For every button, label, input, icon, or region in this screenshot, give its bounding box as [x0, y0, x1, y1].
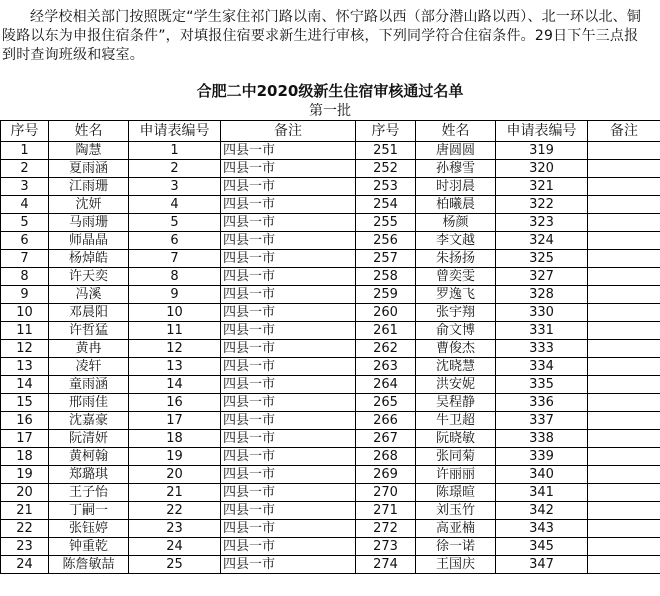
cell-index-2: 266	[356, 412, 416, 430]
cell-form-number: 3	[129, 178, 221, 196]
cell-remark: 四县一市	[221, 142, 356, 160]
cell-form-number-2: 319	[496, 142, 588, 160]
cell-form-number-2: 331	[496, 322, 588, 340]
cell-index: 2	[1, 160, 49, 178]
cell-index-2: 256	[356, 232, 416, 250]
cell-remark-2	[588, 520, 660, 538]
cell-name-2: 牛卫超	[416, 412, 496, 430]
cell-name-2: 李文越	[416, 232, 496, 250]
cell-index: 7	[1, 250, 49, 268]
cell-form-number: 5	[129, 214, 221, 232]
table-row	[1, 556, 660, 574]
table-row	[1, 520, 660, 538]
cell-remark-2	[588, 376, 660, 394]
cell-form-number: 19	[129, 448, 221, 466]
cell-form-number-2: 341	[496, 484, 588, 502]
header-form-number-2: 申请表编号	[496, 121, 588, 142]
cell-remark-2	[588, 394, 660, 412]
cell-index-2: 273	[356, 538, 416, 556]
cell-remark: 四县一市	[221, 304, 356, 322]
table-row	[1, 394, 660, 412]
cell-index: 20	[1, 484, 49, 502]
cell-index-2: 258	[356, 268, 416, 286]
table-row	[1, 304, 660, 322]
header-form-number: 申请表编号	[129, 121, 221, 142]
cell-form-number: 22	[129, 502, 221, 520]
cell-name: 陶慧	[49, 142, 129, 160]
header-index: 序号	[1, 121, 49, 142]
cell-remark: 四县一市	[221, 250, 356, 268]
cell-name-2: 吴程静	[416, 394, 496, 412]
cell-index-2: 274	[356, 556, 416, 574]
cell-form-number: 21	[129, 484, 221, 502]
cell-name: 许天奕	[49, 268, 129, 286]
cell-name: 郑璐琪	[49, 466, 129, 484]
batch-label: 第一批	[309, 103, 351, 119]
cell-remark-2	[588, 142, 660, 160]
table-row	[1, 448, 660, 466]
cell-remark: 四县一市	[221, 412, 356, 430]
cell-index-2: 254	[356, 196, 416, 214]
cell-form-number: 4	[129, 196, 221, 214]
cell-index-2: 261	[356, 322, 416, 340]
cell-index-2: 268	[356, 448, 416, 466]
table-row	[1, 286, 660, 304]
table-row	[1, 430, 660, 448]
cell-form-number-2: 345	[496, 538, 588, 556]
cell-index-2: 270	[356, 484, 416, 502]
cell-remark-2	[588, 178, 660, 196]
cell-remark: 四县一市	[221, 322, 356, 340]
cell-name-2: 孙穆雪	[416, 160, 496, 178]
cell-remark: 四县一市	[221, 520, 356, 538]
header-name: 姓名	[49, 121, 129, 142]
table-row	[1, 412, 660, 430]
cell-name-2: 时羽晨	[416, 178, 496, 196]
cell-name-2: 张宇翔	[416, 304, 496, 322]
cell-remark: 四县一市	[221, 160, 356, 178]
cell-index-2: 255	[356, 214, 416, 232]
cell-form-number: 14	[129, 376, 221, 394]
cell-form-number-2: 338	[496, 430, 588, 448]
cell-index: 17	[1, 430, 49, 448]
list-title: 合肥二中2020级新生住宿审核通过名单	[196, 82, 464, 100]
cell-form-number-2: 324	[496, 232, 588, 250]
cell-remark: 四县一市	[221, 430, 356, 448]
cell-name: 阮清妍	[49, 430, 129, 448]
cell-index-2: 251	[356, 142, 416, 160]
cell-name: 沈妍	[49, 196, 129, 214]
cell-remark-2	[588, 196, 660, 214]
cell-remark: 四县一市	[221, 214, 356, 232]
cell-form-number-2: 343	[496, 520, 588, 538]
cell-remark-2	[588, 322, 660, 340]
cell-name: 丁嗣一	[49, 502, 129, 520]
cell-form-number-2: 336	[496, 394, 588, 412]
cell-name: 沈嘉豪	[49, 412, 129, 430]
cell-name-2: 张同菊	[416, 448, 496, 466]
cell-form-number: 12	[129, 340, 221, 358]
cell-index: 11	[1, 322, 49, 340]
cell-form-number: 1	[129, 142, 221, 160]
cell-index: 24	[1, 556, 49, 574]
cell-index: 15	[1, 394, 49, 412]
table-row	[1, 232, 660, 250]
cell-index: 13	[1, 358, 49, 376]
cell-index-2: 253	[356, 178, 416, 196]
table-row	[1, 196, 660, 214]
cell-name-2: 沈晓慧	[416, 358, 496, 376]
cell-remark-2	[588, 538, 660, 556]
cell-index: 23	[1, 538, 49, 556]
cell-name: 凌轩	[49, 358, 129, 376]
cell-form-number-2: 322	[496, 196, 588, 214]
cell-remark: 四县一市	[221, 268, 356, 286]
table-row	[1, 160, 660, 178]
cell-index: 8	[1, 268, 49, 286]
cell-form-number: 24	[129, 538, 221, 556]
cell-remark-2	[588, 160, 660, 178]
cell-remark-2	[588, 430, 660, 448]
cell-form-number-2: 347	[496, 556, 588, 574]
cell-remark: 四县一市	[221, 196, 356, 214]
cell-remark: 四县一市	[221, 232, 356, 250]
table-row	[1, 466, 660, 484]
cell-name: 童雨涵	[49, 376, 129, 394]
cell-name-2: 洪安妮	[416, 376, 496, 394]
cell-remark: 四县一市	[221, 394, 356, 412]
cell-remark-2	[588, 304, 660, 322]
cell-form-number-2: 320	[496, 160, 588, 178]
cell-remark: 四县一市	[221, 448, 356, 466]
cell-index-2: 260	[356, 304, 416, 322]
cell-remark: 四县一市	[221, 484, 356, 502]
cell-remark-2	[588, 214, 660, 232]
cell-remark: 四县一市	[221, 502, 356, 520]
cell-index: 18	[1, 448, 49, 466]
table-row	[1, 502, 660, 520]
cell-form-number: 23	[129, 520, 221, 538]
cell-name-2: 罗逸飞	[416, 286, 496, 304]
cell-index-2: 262	[356, 340, 416, 358]
table-row	[1, 214, 660, 232]
cell-remark-2	[588, 250, 660, 268]
cell-form-number: 13	[129, 358, 221, 376]
cell-remark-2	[588, 286, 660, 304]
cell-index-2: 252	[356, 160, 416, 178]
cell-form-number-2: 335	[496, 376, 588, 394]
cell-remark-2	[588, 448, 660, 466]
cell-name-2: 杨颜	[416, 214, 496, 232]
cell-name-2: 阮晓敏	[416, 430, 496, 448]
admission-table	[0, 120, 660, 574]
cell-index: 4	[1, 196, 49, 214]
cell-index: 1	[1, 142, 49, 160]
cell-index-2: 263	[356, 358, 416, 376]
cell-remark-2	[588, 484, 660, 502]
cell-remark: 四县一市	[221, 466, 356, 484]
cell-name-2: 曾奕雯	[416, 268, 496, 286]
cell-remark: 四县一市	[221, 340, 356, 358]
cell-remark: 四县一市	[221, 358, 356, 376]
cell-form-number-2: 342	[496, 502, 588, 520]
cell-remark: 四县一市	[221, 556, 356, 574]
cell-form-number-2: 328	[496, 286, 588, 304]
cell-form-number-2: 330	[496, 304, 588, 322]
cell-index: 16	[1, 412, 49, 430]
table-row	[1, 358, 660, 376]
cell-name: 江雨珊	[49, 178, 129, 196]
cell-remark-2	[588, 502, 660, 520]
cell-name: 张钰婷	[49, 520, 129, 538]
table-row	[1, 484, 660, 502]
cell-name: 黄冉	[49, 340, 129, 358]
cell-name: 钟重乾	[49, 538, 129, 556]
header-index-2: 序号	[356, 121, 416, 142]
cell-name: 冯溪	[49, 286, 129, 304]
cell-name: 师晶晶	[49, 232, 129, 250]
cell-index-2: 257	[356, 250, 416, 268]
cell-remark: 四县一市	[221, 178, 356, 196]
cell-form-number-2: 334	[496, 358, 588, 376]
cell-name-2: 王国庆	[416, 556, 496, 574]
cell-name: 王子怡	[49, 484, 129, 502]
table-row	[1, 322, 660, 340]
cell-name-2: 曹俊杰	[416, 340, 496, 358]
cell-remark-2	[588, 268, 660, 286]
cell-name: 邓晨阳	[49, 304, 129, 322]
cell-index: 3	[1, 178, 49, 196]
cell-form-number-2: 333	[496, 340, 588, 358]
cell-form-number: 6	[129, 232, 221, 250]
cell-index: 12	[1, 340, 49, 358]
cell-name-2: 陈璟暄	[416, 484, 496, 502]
cell-form-number: 17	[129, 412, 221, 430]
cell-index: 14	[1, 376, 49, 394]
header-remark: 备注	[221, 121, 356, 142]
cell-index-2: 259	[356, 286, 416, 304]
cell-name-2: 朱扬扬	[416, 250, 496, 268]
cell-remark-2	[588, 412, 660, 430]
table-row	[1, 250, 660, 268]
cell-name-2: 唐圆圆	[416, 142, 496, 160]
cell-form-number-2: 339	[496, 448, 588, 466]
table-row	[1, 538, 660, 556]
cell-index-2: 272	[356, 520, 416, 538]
cell-form-number: 16	[129, 394, 221, 412]
cell-remark-2	[588, 358, 660, 376]
cell-index-2: 267	[356, 430, 416, 448]
table-header-row	[1, 121, 660, 142]
cell-name: 邢雨佳	[49, 394, 129, 412]
cell-index: 22	[1, 520, 49, 538]
cell-remark-2	[588, 556, 660, 574]
cell-index: 6	[1, 232, 49, 250]
cell-index: 9	[1, 286, 49, 304]
cell-form-number-2: 337	[496, 412, 588, 430]
cell-name-2: 许丽丽	[416, 466, 496, 484]
cell-name-2: 徐一诺	[416, 538, 496, 556]
cell-remark-2	[588, 466, 660, 484]
cell-form-number: 25	[129, 556, 221, 574]
table-row	[1, 340, 660, 358]
cell-remark: 四县一市	[221, 538, 356, 556]
cell-name: 陈詹敏喆	[49, 556, 129, 574]
table-row	[1, 178, 660, 196]
cell-index-2: 271	[356, 502, 416, 520]
cell-name-2: 俞文博	[416, 322, 496, 340]
cell-name-2: 高亚楠	[416, 520, 496, 538]
cell-index: 21	[1, 502, 49, 520]
cell-name: 黄柯翰	[49, 448, 129, 466]
table-row	[1, 376, 660, 394]
cell-remark-2	[588, 232, 660, 250]
cell-form-number: 2	[129, 160, 221, 178]
table-row	[1, 268, 660, 286]
cell-index-2: 265	[356, 394, 416, 412]
cell-form-number-2: 327	[496, 268, 588, 286]
cell-form-number: 18	[129, 430, 221, 448]
cell-form-number: 11	[129, 322, 221, 340]
cell-form-number-2: 340	[496, 466, 588, 484]
cell-index-2: 264	[356, 376, 416, 394]
cell-index: 10	[1, 304, 49, 322]
cell-form-number: 8	[129, 268, 221, 286]
cell-form-number: 7	[129, 250, 221, 268]
intro-paragraph: 经学校相关部门按照既定“学生家住祁门路以南、怀宁路以西（部分潜山路以西）、北一环以北、铜陵路以东为申报住宿条件”，对填报住宿要求新生进行审核，下列同学符合住宿条件。29日下午三点报到时查询班级和寝室。	[2, 9, 642, 63]
header-name-2: 姓名	[416, 121, 496, 142]
table-row	[1, 142, 660, 160]
cell-remark-2	[588, 340, 660, 358]
cell-form-number: 20	[129, 466, 221, 484]
cell-form-number-2: 321	[496, 178, 588, 196]
header-remark-2: 备注	[588, 121, 660, 142]
cell-form-number: 9	[129, 286, 221, 304]
cell-name: 许哲猛	[49, 322, 129, 340]
cell-form-number-2: 323	[496, 214, 588, 232]
cell-form-number: 10	[129, 304, 221, 322]
cell-index: 19	[1, 466, 49, 484]
cell-index: 5	[1, 214, 49, 232]
cell-name: 夏雨涵	[49, 160, 129, 178]
cell-name-2: 柏曦晨	[416, 196, 496, 214]
cell-remark: 四县一市	[221, 286, 356, 304]
cell-index-2: 269	[356, 466, 416, 484]
cell-name-2: 刘玉竹	[416, 502, 496, 520]
cell-form-number-2: 325	[496, 250, 588, 268]
cell-remark: 四县一市	[221, 376, 356, 394]
cell-name: 马雨珊	[49, 214, 129, 232]
cell-name: 杨焯皓	[49, 250, 129, 268]
